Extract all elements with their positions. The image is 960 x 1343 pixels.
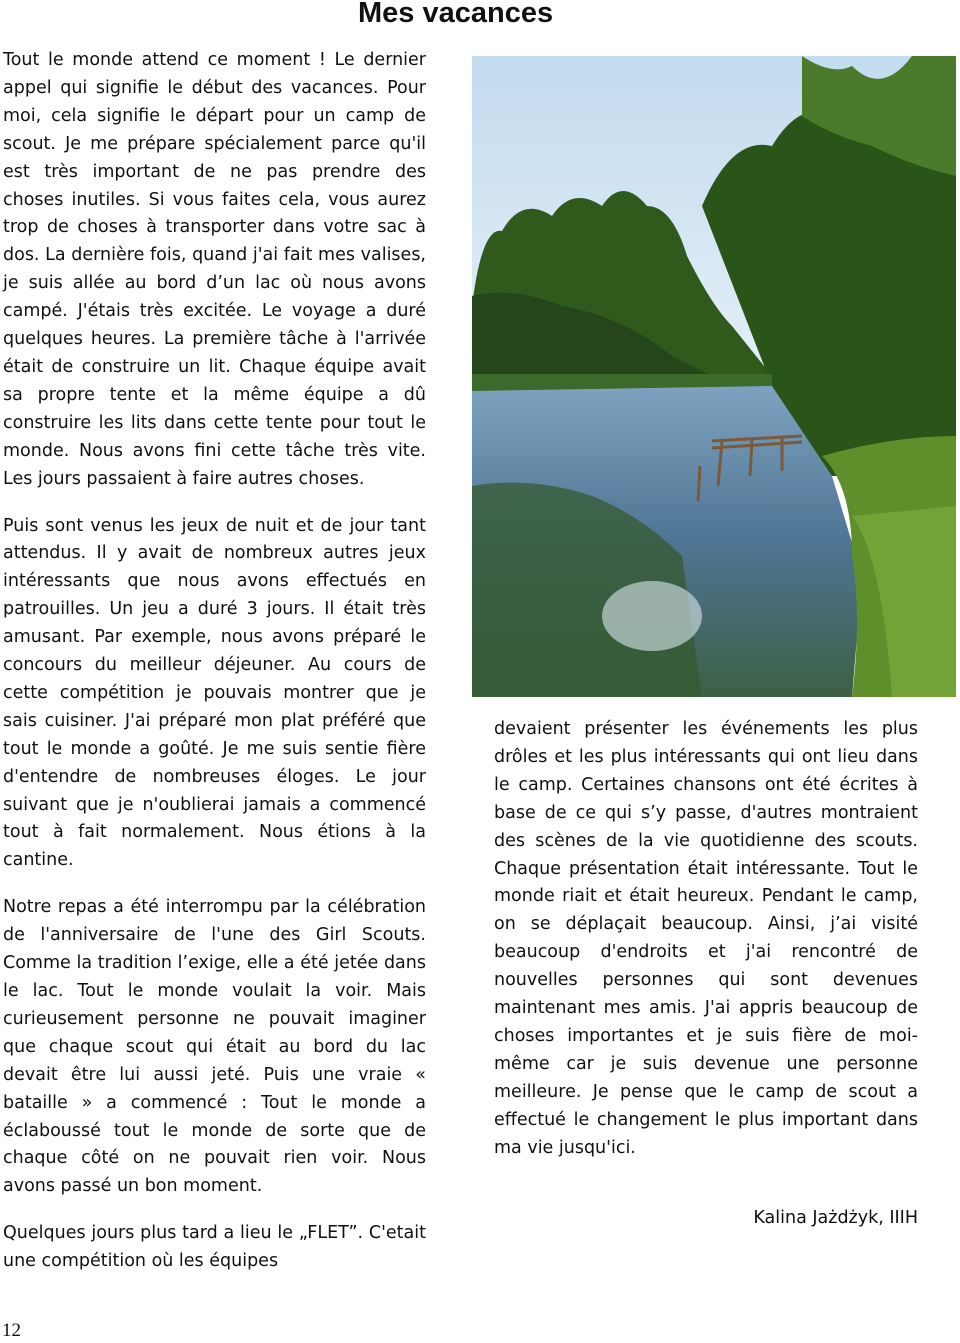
cloud-reflection <box>602 581 702 651</box>
page-title: Mes vacances <box>358 0 554 29</box>
article-left-column <box>3 47 426 1276</box>
article-paragraph: Quelques jours plus tard a lieu le „FLET”. C'etait une compétition où les équipes <box>3 1223 426 1272</box>
article-paragraph: Puis sont venus les jeux de nuit et de jour tant attendus. Il y avait de nombreux autres jeux intéressants que nous avons effectués en patrouilles. Un jeu a duré 3 jours. Il était très amusant. Par exemple, nous avons préparé le concours du meilleur déjeuner. Au cours de cette compétition je pouvais montrer que je sais cuisiner. J'ai préparé mon plat préféré que tout le monde a goûté. Je me suis sentie fière d'entendre de nombreuses éloges. Le jour suivant que je n'oublierai jamais a commencé tout à fait normalement. Nous étions à la cantine. <box>3 515 426 871</box>
article-paragraph: Notre repas a été interrompu par la célébration de l'anniversaire de l'une des Girl Scouts. Comme la tradition l’exige, elle a été jetée dans le lac. Tout le monde voulait la voir. Mais curieusement personne ne pouvait imaginer que chaque scout qui était au bord du lac devait être lui aussi jeté. Puis une vraie « bataille » a commencé : Tout le monde a éclaboussé tout le monde de sorte que de chaque côté on ne pouvait rien voir. Nous avons passé un bon moment. <box>3 897 426 1197</box>
article-right-column <box>494 716 918 1163</box>
lake-photo <box>472 56 956 697</box>
article-paragraph: devaient présenter les événements les plus drôles et les plus intéressants qui ont lieu dans le camp. Certaines chansons ont été écrites à base de ce qui s’y passe, d'autres montraient des scènes de la vie quotidienne des scouts. Chaque présentation était intéressante. Tout le monde riait et était heureux. Pendant le camp, on se déplaçait beaucoup. Ainsi, j’ai visité beaucoup d'endroits et j'ai rencontré de nouvelles personnes qui sont devenues maintenant mes amis. J'ai appris beaucoup de choses importantes et je suis fière de moi-même car je suis devenue une personne meilleure. Je pense que le camp de scout a effectué le changement le plus important dans ma vie jusqu'ici. <box>494 719 918 1158</box>
article-paragraph: Tout le monde attend ce moment ! Le dernier appel qui signifie le début des vacances. Pour moi, cela signifie le départ pour un camp de scout. Je me prépare spécialement parce qu'il est très important de ne pas prendre des choses inutiles. Si vous faites cela, vous aurez trop de choses à transporter dans votre sac à dos. La dernière fois, quand j'ai fait mes valises, je suis allée au bord d’un lac où nous avons campé. J'étais très excitée. Le voyage a duré quelques heures. La première tâche à l'arrivée était de construire un lit. Chaque équipe avait sa propre tente et la même équipe a dû construire les lits dans cette tente pour tout le monde. Nous avons fini cette tâche très vite. Les jours passaient à faire autres choses. <box>3 50 426 489</box>
author-signature: Kalina Jażdżyk, IIIH <box>753 1208 918 1228</box>
page-number: 12 <box>2 1320 21 1341</box>
